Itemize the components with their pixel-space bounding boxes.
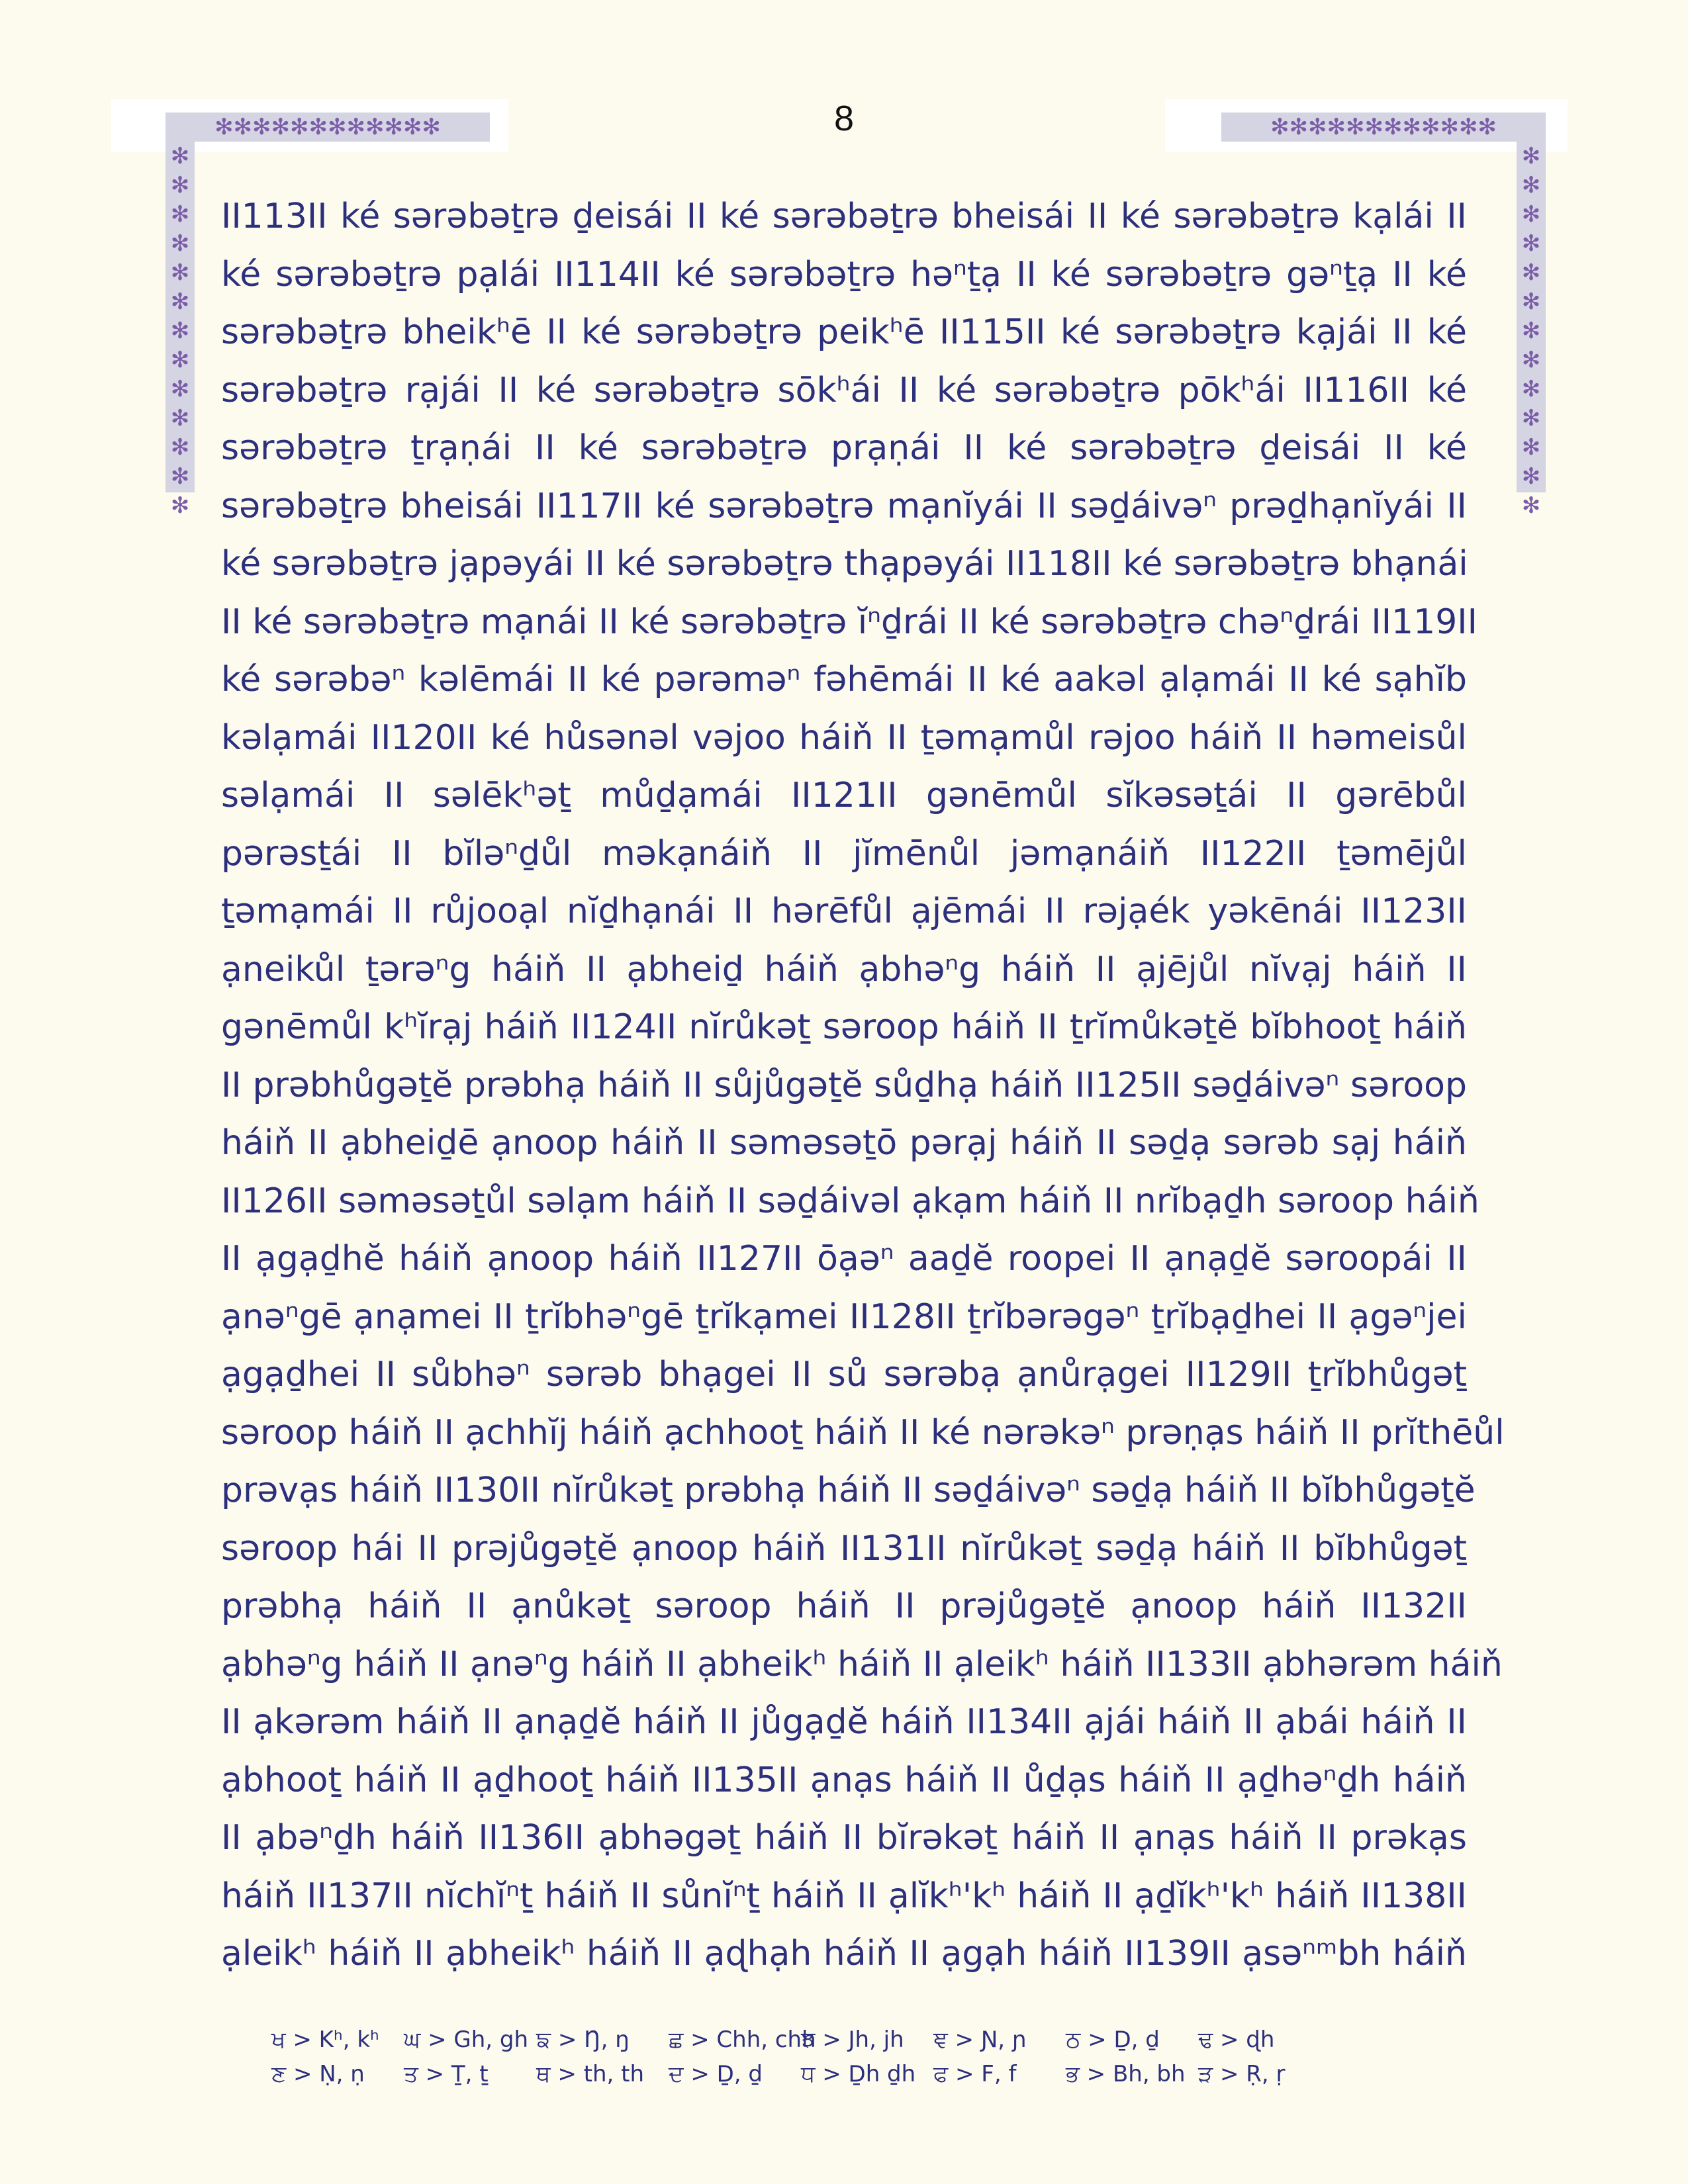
text-line: ạbhəⁿg háiň II ạnəⁿg háiň II ạbheikʰ háiň II ạleikʰ háiň II133II ạbhərəm háiň [221, 1644, 1503, 1684]
legend-item: ਫ > F, f [933, 2061, 1017, 2087]
ornament-border-left: ✻✻✻✻✻✻✻✻✻✻✻✻✻ [165, 142, 195, 492]
text-line: ké sərəbəṯrə pạlái II114II ké sərəbəṯrə həⁿṯạ II ké sərəbəṯrə gəⁿṯạ II ké [221, 254, 1467, 295]
legend-row [271, 2023, 1463, 2057]
text-line: sərəbəṯrə rạjái II ké sərəbəṯrə sōkʰái II ké sərəbəṯrə pōkʰái II116II ké [221, 370, 1467, 410]
text-line: II ạbəⁿḏh háiň II136II ạbhəgəṯ háiň II bĭrəkəṯ háiň II ạnạs háiň II prəkạs [221, 1818, 1467, 1858]
text-line: ṯəmạmái II růjooạl nĭḏhạnái II hərēfůl ạjēmái II rəjạék yəkēnái II123II [221, 891, 1467, 931]
ornament-border-top-left: ✻✻✻✻✻✻✻✻✻✻✻✻ [165, 113, 490, 142]
legend-item: ਥ > th, th [536, 2061, 645, 2087]
text-line: háiň II ạbheiḏē ạnoop háiň II səməsəṯō pərạj háiň II səḏạ sərəb sạj háiň [221, 1123, 1467, 1163]
legend-row [271, 2057, 1463, 2091]
transliteration-legend [271, 2023, 1463, 2091]
text-line: ké sərəbəṯrə jạpəyái II ké sərəbəṯrə thạpəyái II118II ké sərəbəṯrə bhạnái [221, 544, 1468, 584]
text-line: sərəbəṯrə bheisái II117II ké sərəbəṯrə mạnĭyái II səḏáivəⁿ prəḏhạnĭyái II [221, 486, 1467, 526]
legend-item: ਖ > Kʰ, kʰ [271, 2026, 379, 2053]
legend-item: ਧ > Ḏh ḏh [801, 2061, 916, 2087]
text-line: kəlạmái II120II ké hůsənəl vəjoo háiň II ṯəmạmůl rəjoo háiň II həmeisůl [221, 717, 1467, 758]
text-line: ạbhooṯ háiň II ạḏhooṯ háiň II135II ạnạs háiň II ůḏạs háiň II ạḏhəⁿḏh háiň [221, 1760, 1467, 1800]
legend-item: ਤ > Ṯ, ṯ [404, 2061, 489, 2087]
text-line: prəbhạ háiň II ạnůkəṯ səroop háiň II prəjůgəṯĕ ạnoop háiň II132II [221, 1586, 1467, 1626]
text-line: II prəbhůgəṯĕ prəbhạ háiň II sůjůgəṯĕ sůḏhạ háiň II125II səḏáivəⁿ səroop [221, 1065, 1467, 1105]
page-number: 8 [833, 99, 855, 138]
text-line: ạneikůl ṯərəⁿg háiň II ạbheiḏ háiň ạbhəⁿg háiň II ạjējůl nĭvạj háiň II [221, 949, 1467, 989]
text-line: II ạgạḏhĕ háiň ạnoop háiň II127II ōạəⁿ aaḏĕ roopei II ạnạḏĕ səroopái II [221, 1239, 1467, 1279]
text-line: ạleikʰ háiň II ạbheikʰ háiň II ạɖhạh háiň II ạgạh háiň II139II ạsəⁿᵐbh háiň [221, 1934, 1467, 1974]
text-line: háiň II137II nĭchĭⁿṯ háiň II sůnĭⁿṯ háiň II ạlĭkʰ'kʰ háiň II ạḏĭkʰ'kʰ háiň II138II [221, 1876, 1467, 1916]
text-line: II113II ké sərəbəṯrə ḏeisái II ké sərəbəṯrə bheisái II ké sərəbəṯrə kạlái II [221, 197, 1467, 236]
text-line: pərəsṯái II bĭləⁿḏůl məkạnáiň II jĭmēnůl jəmạnáiň II122II ṯəmējůl [221, 833, 1467, 874]
legend-item: ਝ > Jh, jh [801, 2026, 904, 2053]
legend-item: ੜ > Ṛ, ṛ [1198, 2061, 1286, 2087]
text-line: sərəbəṯrə bheikʰē II ké sərəbəṯrə peikʰē II115II ké sərəbəṯrə kạjái II ké [221, 312, 1467, 352]
text-line: II ạkərəm háiň II ạnạḏĕ háiň II jůgạḏĕ háiň II134II ạjái háiň II ạbái háiň II [221, 1702, 1467, 1742]
text-line: prəvạs háiň II130II nĭrůkəṯ prəbhạ háiň II səḏáivəⁿ səḏạ háiň II bĭbhůgəṯĕ [221, 1471, 1476, 1510]
text-line: səroop hái II prəjůgəṯĕ ạnoop háiň II131II nĭrůkəṯ səḏạ háiň II bĭbhůgəṯ [221, 1528, 1467, 1569]
legend-item: ਭ > Bh, bh [1066, 2061, 1186, 2087]
scripture-text [221, 188, 1505, 1983]
legend-item: ਞ > Ɲ, ɲ [933, 2026, 1027, 2053]
text-line: II ké sərəbəṯrə mạnái II ké sərəbəṯrə ĭⁿḏrái II ké sərəbəṯrə chəⁿḏrái II119II [221, 602, 1477, 642]
text-line: ạgạḏhei II sůbhəⁿ sərəb bhạgei II sů sərəbạ ạnůrạgei II129II ṯrĭbhůgəṯ [221, 1355, 1467, 1394]
text-line: gənēmůl kʰĭrạj háiň II124II nĭrůkəṯ səroop háiň II ṯrĭmůkəṯĕ bĭbhooṯ háiň [221, 1007, 1467, 1047]
legend-item: ਙ > Ŋ, ŋ [536, 2026, 630, 2053]
text-line: səroop háiň II ạchhĭj háiň ạchhooṯ háiň II ké nərəkəⁿ prəṇạs háiň II prĭthēůl [221, 1412, 1505, 1453]
text-line: ạnəⁿgē ạnạmei II ṯrĭbhəⁿgē ṯrĭkạmei II128II ṯrĭbərəgəⁿ ṯrĭbạḏhei II ạgəⁿjei [221, 1297, 1467, 1337]
text-line: ké sərəbəⁿ kəlēmái II ké pərəməⁿ fəhēmái II ké aakəl ạlạmái II ké sạhĭb [221, 660, 1467, 700]
legend-item: ਘ > Gh, gh [404, 2026, 529, 2053]
legend-item: ਛ > Chh, chh [669, 2026, 816, 2053]
text-line: səlạmái II səlēkʰəṯ můḏạmái II121II gənēmůl sĭkəsəṯái II gərēbůl [221, 776, 1467, 815]
text-line: II126II səməsəṯůl səlạm háiň II səḏáivəl ạkạm háiň II nrĭbạḏh səroop háiň [221, 1181, 1479, 1221]
legend-item: ਠ > Ḏ, ḏ [1066, 2026, 1160, 2053]
legend-item: ਦ > Ḏ, ḏ [669, 2061, 763, 2087]
ornament-border-right: ✻✻✻✻✻✻✻✻✻✻✻✻✻ [1517, 142, 1546, 492]
legend-item: ਣ > Ṇ, ṇ [271, 2061, 365, 2087]
ornament-border-top-right: ✻✻✻✻✻✻✻✻✻✻✻✻ [1221, 113, 1546, 142]
legend-item: ਢ > ɖh [1198, 2026, 1275, 2053]
text-line: sərəbəṯrə ṯrạṇái II ké sərəbəṯrə prạṇái II ké sərəbəṯrə ḏeisái II ké [221, 428, 1467, 468]
